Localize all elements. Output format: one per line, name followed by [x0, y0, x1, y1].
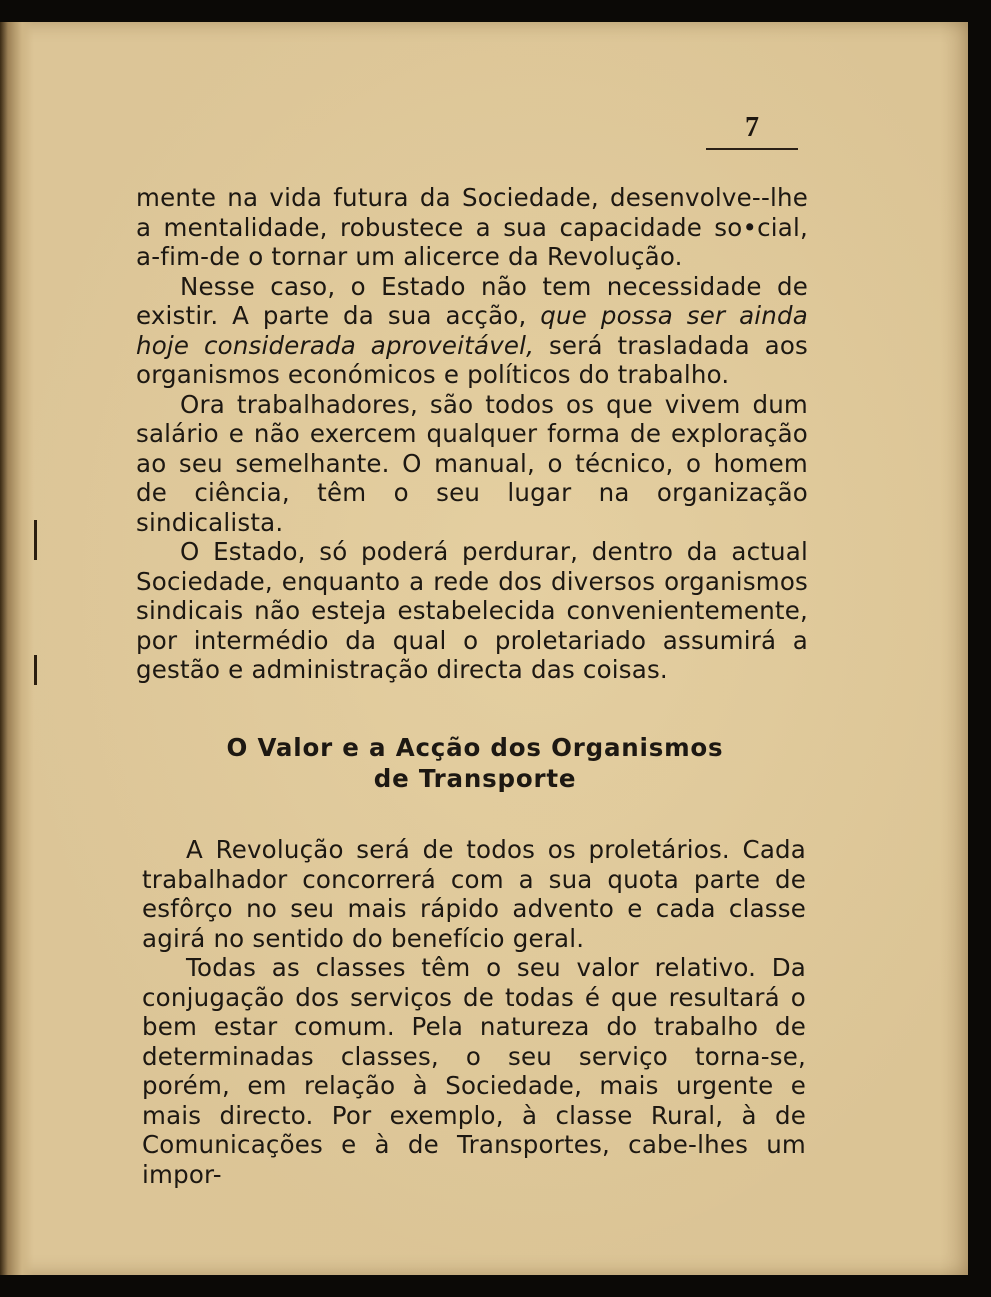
paragraph: A Revolução será de todos os proletários. Cada trabalhador concorrerá com a sua quota parte de esfôrço no seu mais rápido advento e cada classe agirá no sentido do benefício geral. — [142, 835, 806, 953]
binding-stitch — [34, 655, 37, 685]
binding-stitch — [34, 520, 37, 560]
text-run: Nesse caso, o Estado não tem necessidade de existir. A parte da sua acção, — [136, 271, 808, 330]
italic-text-run: que possa ser ainda hoje considerada aproveitável, — [136, 301, 808, 360]
text-block-bottom — [142, 835, 806, 1189]
page-number: 7 — [706, 112, 798, 150]
paragraph: mente na vida futura da Sociedade, desenvolve--lhe a mentalidade, robustece a sua capacidade so•cial, a-fim-de o tornar um alicerce da Revolução. — [136, 183, 808, 271]
paragraph: O Estado, só poderá perdurar, dentro da actual Sociedade, enquanto a rede dos diversos organismos sindicais não esteja estabelecida convenientemente, por intermédio da qual o proletariado assumirá a gestão e administração directa das coisas. — [136, 537, 808, 684]
paragraph: Ora trabalhadores, são todos os que vivem dum salário e não exercem qualquer forma de exploração ao seu semelhante. O manual, o técnico, o homem de ciência, têm o seu lugar na organização sindicalista. — [136, 389, 808, 537]
text-run: será trasladada aos organismos económicos e políticos do trabalho. — [136, 330, 808, 389]
page-binding — [0, 22, 34, 1275]
paragraph — [136, 272, 808, 390]
text-block-top — [136, 183, 808, 685]
heading-line: de Transporte — [373, 764, 577, 793]
paragraph: Todas as classes têm o seu valor relativo. Da conjugação dos serviços de todas é que resultará o bem estar comum. Pela natureza do trabalho de determinadas classes, o seu serviço torna-se, porém, em relação à Sociedade, mais urgente e mais directo. Por exemplo, à classe Rural, à de Comunicações e à de Transportes, cabe-lhes um impor- — [142, 953, 806, 1189]
heading-line: O Valor e a Acção dos Organismos — [226, 733, 724, 762]
section-heading — [150, 732, 800, 794]
